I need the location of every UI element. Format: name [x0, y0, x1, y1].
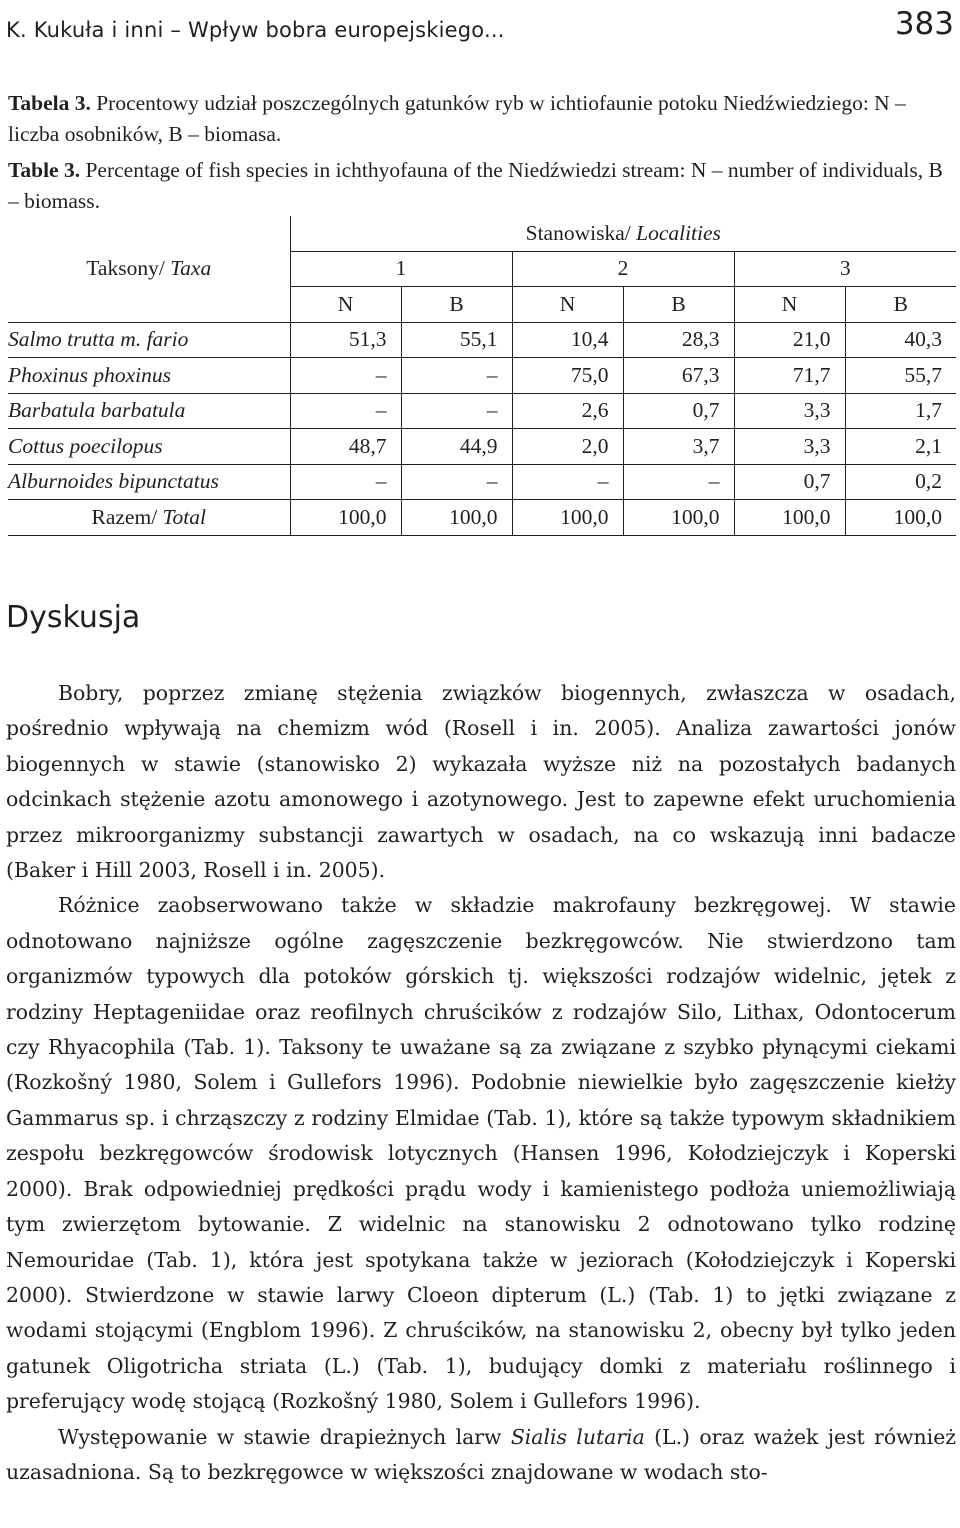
value-cell: 44,9 [401, 429, 512, 465]
value-cell: 21,0 [734, 322, 845, 358]
value-cell: 10,4 [512, 322, 623, 358]
value-cell: 0,7 [623, 393, 734, 429]
value-cell: 3,3 [734, 393, 845, 429]
caption-label-english: Table 3. [8, 158, 81, 182]
value-cell: 48,7 [290, 429, 401, 465]
subheader-cell: B [623, 287, 734, 323]
total-value-cell: 100,0 [845, 500, 956, 536]
total-value-cell: 100,0 [401, 500, 512, 536]
value-cell: 40,3 [845, 322, 956, 358]
table-caption-english [8, 155, 952, 217]
paragraph: Różnice zaobserwowano także w składzie makrofauny bezkręgowej. W stawie odnotowano najniższe ogólne zagęszczenie bezkręgowców. Nie stwierdzono tam organizmów typowych dla potoków górskich tj. większości rodzajów widelnic, jętek z rodziny Heptageniidae oraz reofilnych chruścików z rodzajów Silo, Lithax, Odontocerum czy Rhyacophila (Tab. 1). Taksony te uważane są za związane z szybko płynącymi ciekami (Rozkošný 1980, Solem i Gullefors 1996). Podobnie niewielkie było zagęszczenie kiełży Gammarus sp. i chrząszczy z rodziny Elmidae (Tab. 1), które są także typowym składnikiem zespołu bezkręgowców środowisk lotycznych (Hansen 1996, Kołodziejczyk i Koperski 2000). Brak odpowiedniej prędkości prądu wody i kamienistego podłoża uniemożliwiają tym zwierzętom bytowanie. Z widelnic na stanowisku 2 odnotowano tylko rodzinę Nemouridae (Tab. 1), która jest spotykana także w jeziorach (Kołodziejczyk i Koperski 2000). Stwierdzone w stawie larwy Cloeon dipterum (L.) (Tab. 1) to jętki związane z wodami stojącymi (Engblom 1996). Z chruścików, na stanowisku 2, obecny był tylko jeden gatunek Oligotricha striata (L.) (Tab. 1), budujący domki z materiału roślinnego i preferujący wodę stojącą (Rozkošný 1980, Solem i Gullefors 1996). [6, 893, 956, 1414]
value-cell: – [512, 464, 623, 500]
paragraph-text: (L.) oraz ważek jest również uzasadniona. Są to bezkręgowce w większości znajdowane w wodach sto- [6, 1424, 957, 1484]
value-cell: 28,3 [623, 322, 734, 358]
fish-species-table [8, 216, 956, 536]
subheader-cell: N [512, 287, 623, 323]
value-cell: 51,3 [290, 322, 401, 358]
table-row [8, 464, 956, 500]
subheader-cell: N [290, 287, 401, 323]
table-caption-polish [8, 88, 952, 150]
empty-subheader-cell [8, 287, 290, 323]
header-row-subheaders [8, 287, 956, 323]
value-cell: 75,0 [512, 358, 623, 394]
value-cell: 3,7 [623, 429, 734, 465]
value-cell: 2,0 [512, 429, 623, 465]
header-row-localities [8, 216, 956, 251]
value-cell: 55,7 [845, 358, 956, 394]
value-cell: – [290, 464, 401, 500]
value-cell: 0,7 [734, 464, 845, 500]
total-value-cell: 100,0 [623, 500, 734, 536]
species-name: Sialis lutaria [510, 1424, 645, 1449]
running-header [6, 6, 954, 50]
value-cell: 2,1 [845, 429, 956, 465]
empty-header-cell [8, 216, 290, 251]
page-number: 383 [894, 6, 954, 42]
taxon-cell: Phoxinus phoxinus [8, 358, 290, 394]
caption-label-polish: Tabela 3. [8, 91, 91, 115]
subheader-cell: B [401, 287, 512, 323]
header-row-locality-numbers [8, 251, 956, 287]
value-cell: 3,3 [734, 429, 845, 465]
total-value-cell: 100,0 [734, 500, 845, 536]
subheader-cell: N [734, 287, 845, 323]
total-value-cell: 100,0 [512, 500, 623, 536]
taxon-cell: Barbatula barbatula [8, 393, 290, 429]
taxon-cell: Salmo trutta m. fario [8, 322, 290, 358]
value-cell: 2,6 [512, 393, 623, 429]
value-cell: 1,7 [845, 393, 956, 429]
table-row [8, 393, 956, 429]
taxon-cell: Alburnoides bipunctatus [8, 464, 290, 500]
localities-header: Stanowiska/ Localities [290, 216, 956, 251]
section-title: Dyskusja [6, 600, 141, 635]
value-cell: 71,7 [734, 358, 845, 394]
table-row [8, 358, 956, 394]
total-row [8, 500, 956, 536]
caption-text-english: Percentage of fish species in ichthyofauna of the Niedźwiedzi stream: N – number of individuals, B – biomass. [8, 158, 943, 213]
locality-2-header: 2 [512, 251, 734, 287]
paragraph-text: Występowanie w stawie drapieżnych larw [58, 1424, 502, 1449]
locality-1-header: 1 [290, 251, 512, 287]
paragraph: Bobry, poprzez zmianę stężenia związków biogennych, zwłaszcza w osadach, pośrednio wpływają na chemizm wód (Rosell i in. 2005). Analiza zawartości jonów biogennych w stawie (stanowisko 2) wykazała wyższe niż na pozostałych badanych odcinkach stężenie azotu amonowego i azotynowego. Jest to zapewne efekt uruchomienia przez mikroorganizmy substancji zawartych w osadach, na co wskazują inni badacze (Baker i Hill 2003, Rosell i in. 2005). [6, 681, 956, 883]
value-cell: – [623, 464, 734, 500]
taxon-cell: Cottus poecilopus [8, 429, 290, 465]
value-cell: 55,1 [401, 322, 512, 358]
value-cell: – [290, 393, 401, 429]
value-cell: – [290, 358, 401, 394]
value-cell: – [401, 464, 512, 500]
value-cell: – [401, 358, 512, 394]
total-value-cell: 100,0 [290, 500, 401, 536]
value-cell: – [401, 393, 512, 429]
body-text [6, 676, 956, 1490]
table-row [8, 429, 956, 465]
value-cell: 0,2 [845, 464, 956, 500]
value-cell: 67,3 [623, 358, 734, 394]
caption-text-polish: Procentowy udział poszczególnych gatunków ryb w ichtiofaunie potoku Niedźwiedziego: N – liczba osobników, B – biomasa. [8, 91, 906, 146]
running-title: K. Kukuła i inni – Wpływ bobra europejskiego... [6, 18, 505, 42]
paragraph [6, 1420, 956, 1491]
total-label-cell: Razem/ Total [8, 500, 290, 536]
taxa-header: Taksony/ Taxa [86, 256, 212, 281]
table-row [8, 322, 956, 358]
subheader-cell: B [845, 287, 956, 323]
locality-3-header: 3 [734, 251, 956, 287]
